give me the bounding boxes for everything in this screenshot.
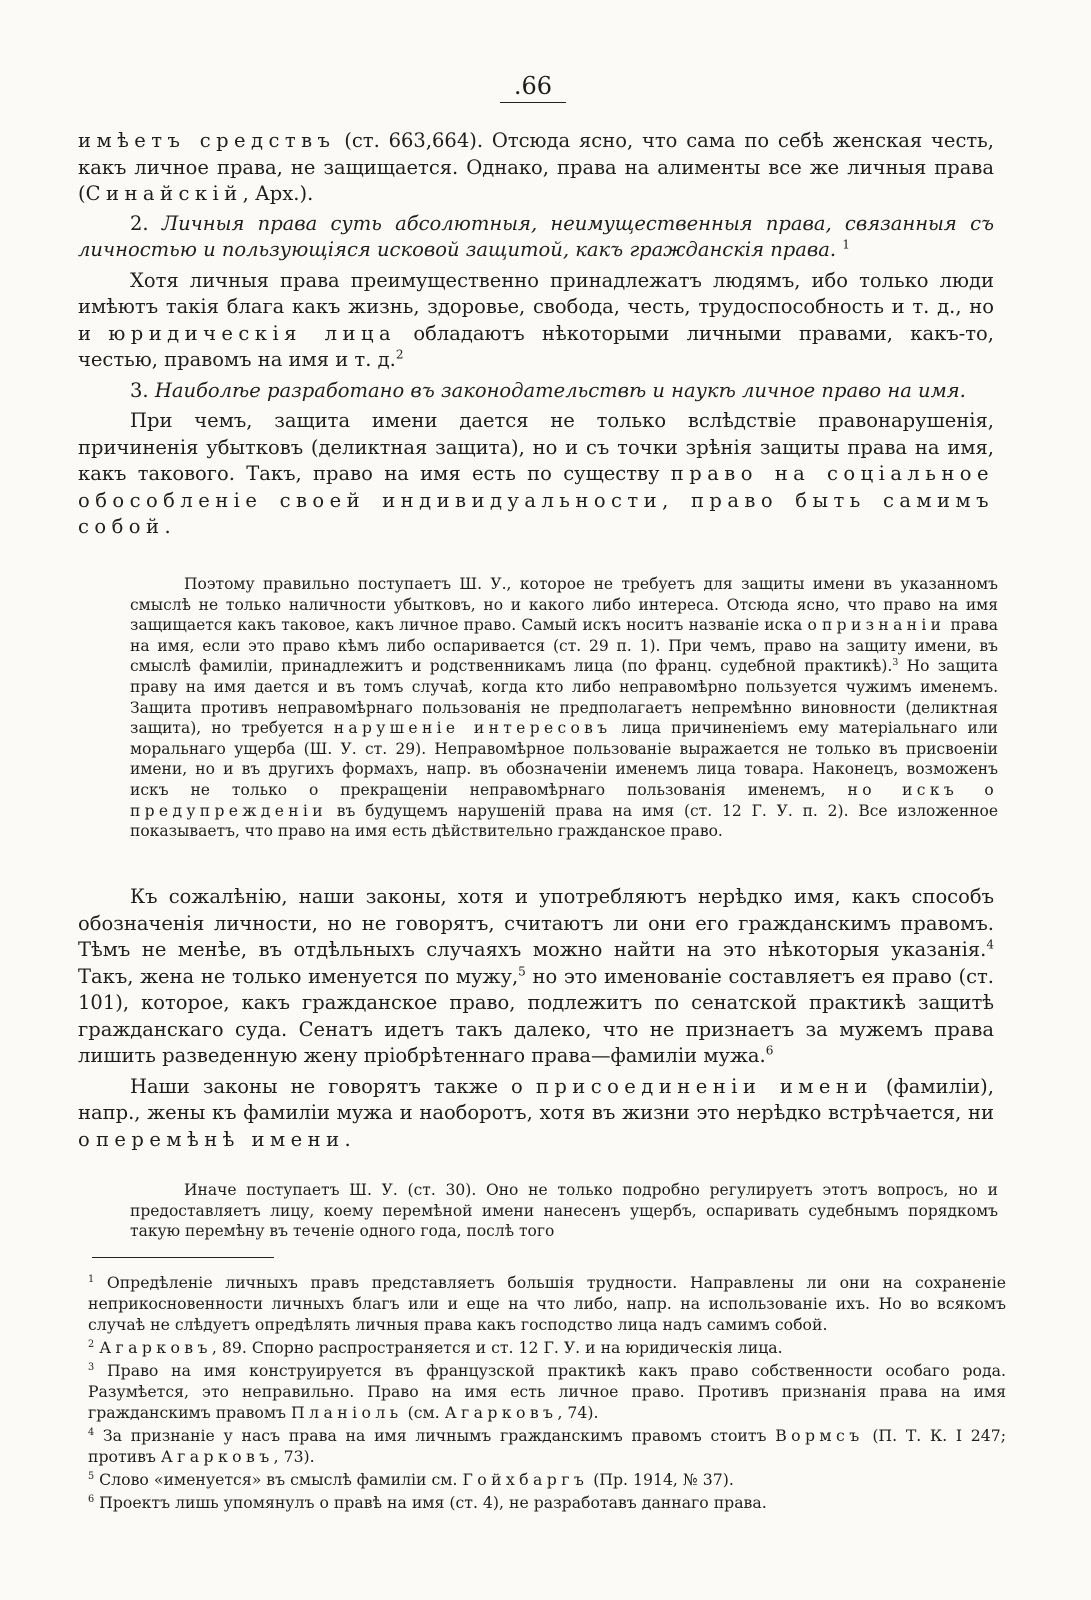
text-run: При чемъ, защита имени дается не только вслѣдствіе правонарушенія, причиненія убытковъ (деликтная защита), но и съ точки зрѣнія защиты права на имя, какъ такового. Такъ, право на имя есть по существу	[78, 409, 994, 485]
footnote-ref: 3	[892, 657, 899, 669]
footnote-ref: 1	[842, 237, 850, 252]
text-run: присоединеніи имени	[535, 1074, 873, 1098]
small-paragraph-swiss-code	[130, 574, 998, 842]
text-run: 3.	[130, 378, 155, 402]
footnote-ref: 5	[88, 1470, 95, 1482]
small-text-name-change	[130, 1180, 998, 1242]
text-run: Личныя права суть абсолютныя, неимущественныя права, связанныя съ личностью и пользующіяся исковой защитой, какъ гражданскія права.	[78, 211, 994, 261]
text-run: , 89. Спорно распространяется и ст. 12 Г. У. и на юридическія лица.	[211, 1338, 783, 1357]
small-paragraph-name-change	[130, 1180, 998, 1242]
footnote-ref: 5	[518, 964, 526, 978]
text-run: , 73).	[273, 1447, 315, 1466]
text-run: но это именованіе составляетъ ея право (ст. 101), которое, какъ гражданское право, подлежитъ по сенатской практикѣ защитѣ гражданскаго суда. Сенатъ идетъ такъ далеко, что не признаетъ за мужемъ права лишить разведенную жену пріобрѣтеннаго права—фамиліи мужа.	[78, 964, 994, 1067]
text-run: лица причиненіемъ ему матеріальнаго или моральнаго ущерба (Ш. У. ст. 29). Неправомѣрное пользованіе выражается не только въ присвоеніи имени, но и въ другихъ формахъ, напр. въ обозначеніи именемъ лица товара. Наконецъ, возможенъ искъ не только о прекращеніи неправомѣрнаго пользованія именемъ,	[130, 719, 998, 799]
footnote-3	[88, 1360, 1006, 1423]
footnote-ref: 6	[765, 1043, 774, 1058]
paragraph-name-change	[78, 1074, 994, 1154]
text-run: право на соціальное обособленіе своей индивидуальности, право быть самимъ собой	[78, 462, 994, 538]
text-run: Синайскій	[85, 182, 243, 205]
footnote-2	[88, 1337, 1006, 1358]
paragraph-3-name-right	[78, 378, 994, 405]
paragraph-continuation	[78, 128, 994, 208]
footnote-ref: 4	[88, 1426, 95, 1438]
footnotes	[88, 1272, 1006, 1515]
text-run: юридическія лица	[108, 321, 397, 345]
text-run: Наши законы не говорятъ также о	[130, 1074, 536, 1098]
text-run: , 74).	[557, 1403, 599, 1422]
text-run: Право на имя конструируется въ французской практикѣ какъ право собственности особаго рода. Разумѣется, это неправильно. Право на имя есть личное право. Противъ признанія права на имя гражданскимъ правомъ	[88, 1361, 1006, 1422]
text-run: Но защита праву на имя дается и въ томъ случаѣ, когда кто либо неправомѣрно пользуется чужимъ именемъ. Защита противъ неправомѣрнаго пользованія не предполагаетъ непремѣнно виновности (деликтная защита), но требуется	[130, 657, 998, 738]
footnote-ref: 6	[88, 1493, 95, 1505]
paragraph-our-laws	[78, 884, 994, 1070]
text-run: Слово «именуется» въ смыслѣ фамиліи см.	[94, 1470, 463, 1489]
page-number: .66	[500, 72, 566, 103]
text-run: Къ сожалѣнію, наши законы, хотя и употребляютъ нерѣдко имя, какъ способъ обозначенія личности, но не говорятъ, считаютъ ли они его гражданскимъ правомъ. Тѣмъ не менѣе, въ отдѣльныхъ случаяхъ можно найти на это нѣкоторыя указанія.	[78, 885, 994, 961]
footnote-ref: 2	[395, 347, 404, 362]
footnote-ref: 1	[88, 1273, 95, 1285]
paragraph-legal-persons	[78, 268, 994, 374]
footnote-5	[88, 1469, 1006, 1490]
text-run: (П. Т. К. I 247; противъ	[88, 1426, 1006, 1466]
text-run: въ будущемъ нарушеній права на имя (ст. 12 Г. У. п. 2). Все изложенное показываетъ, что право на имя есть дѣйствительно гражданское право.	[130, 801, 998, 841]
text-run: Наиболѣе разработано въ законодательствѣ и наукѣ личное право на имя.	[154, 378, 966, 402]
text-run: перемѣнѣ имени	[95, 1127, 345, 1151]
text-run: Проектъ лишь упомянулъ о правѣ на имя (ст. 4), не разработавъ даннаго права.	[94, 1493, 767, 1512]
main-text-middle	[78, 884, 994, 1153]
text-run: но искъ о предупрежденіи	[130, 780, 998, 820]
footnote-ref: 4	[986, 937, 994, 952]
text-run: имѣетъ средствъ	[78, 129, 336, 152]
text-run: За признаніе у насъ права на имя личнымъ гражданскимъ правомъ стоитъ	[94, 1426, 776, 1445]
text-run: , Арх.).	[242, 182, 314, 205]
text-run: Гойхбаргъ	[462, 1470, 589, 1489]
text-run: признаніи	[822, 616, 946, 635]
footnote-ref: 2	[88, 1338, 95, 1350]
footnote-ref: 3	[88, 1361, 95, 1373]
text-run: права на имя, если это право кѣмъ либо оспаривается (ст. 29 п. 1). При чемъ, право на защиту имени, въ смыслѣ фамиліи, принадлежитъ и родственникамъ лица (по франц. судебной практикѣ).	[130, 616, 999, 676]
text-run: Агарковъ	[160, 1447, 274, 1466]
text-run: (фамиліи), напр., жены къ фамиліи мужа и наоборотъ, хотя въ жизни это нерѣдко встрѣчается, ни о	[78, 1074, 994, 1151]
footnote-separator	[92, 1257, 274, 1258]
text-run: Хотя личныя права преимущественно принадлежатъ людямъ, ибо только люди имѣютъ такія блага какъ жизнь, здоровье, свобода, честь, трудоспособность и т. д., но и	[78, 268, 994, 345]
text-run: нарушеніе интересовъ	[333, 719, 612, 738]
text-run: Агарковъ	[444, 1403, 558, 1422]
footnote-1	[88, 1272, 1006, 1335]
text-run: (Пр. 1914, № 37).	[588, 1470, 734, 1489]
footnote-6	[88, 1492, 1006, 1513]
paragraph-name-protection	[78, 408, 994, 541]
paragraph-2-definition	[78, 211, 994, 264]
text-run: Агарковъ	[99, 1338, 212, 1357]
small-text-swiss-code	[130, 574, 998, 842]
text-run: 2.	[130, 211, 162, 235]
text-run: Поэтому правильно поступаетъ Ш. У., которое не требуетъ для защиты имени въ указанномъ смыслѣ не только наличности убытковъ, но и какого либо интереса. Отсюда ясно, что право на имя защищается какъ таковое, какъ личное право. Самый искъ носитъ названіе иска о	[130, 575, 998, 635]
text-run: Планіоль	[291, 1403, 403, 1422]
text-run: (см.	[402, 1403, 445, 1422]
text-run: Такъ, жена не только именуется по мужу,	[78, 964, 519, 988]
text-run: Иначе поступаетъ Ш. У. (ст. 30). Оно не только подробно регулируетъ этотъ вопросъ, но и предоставляетъ лицу, коему перемѣной имени нанесенъ ущербъ, оспаривать судебнымъ порядкомъ такую перемѣну въ теченіе одного года, послѣ того	[130, 1181, 998, 1241]
text-run: обладаютъ нѣкоторыми личными правами, какъ-то, честью, правомъ на имя и т. д.	[78, 321, 994, 371]
text-run: (ст. 663,664). Отсюда ясно, что сама по себѣ женская честь, какъ личное права, не защищается. Однако, права на алименты все же личныя права (	[78, 129, 994, 205]
text-run: Опредѣленіе личныхъ правъ представляетъ большія трудности. Направлены ли они на сохраненіе неприкосновенности личныхъ благъ или и еще на что либо, напр. на использованіе ихъ. Но во всякомъ случаѣ не слѣдуетъ опредѣлять личныя права какъ господство лица надъ самимъ собой.	[88, 1273, 1006, 1334]
text-run: Вормсъ	[775, 1426, 864, 1445]
text-run: .	[164, 515, 171, 538]
footnote-4	[88, 1425, 1006, 1467]
main-text-top	[78, 128, 994, 541]
text-run: .	[344, 1127, 351, 1151]
